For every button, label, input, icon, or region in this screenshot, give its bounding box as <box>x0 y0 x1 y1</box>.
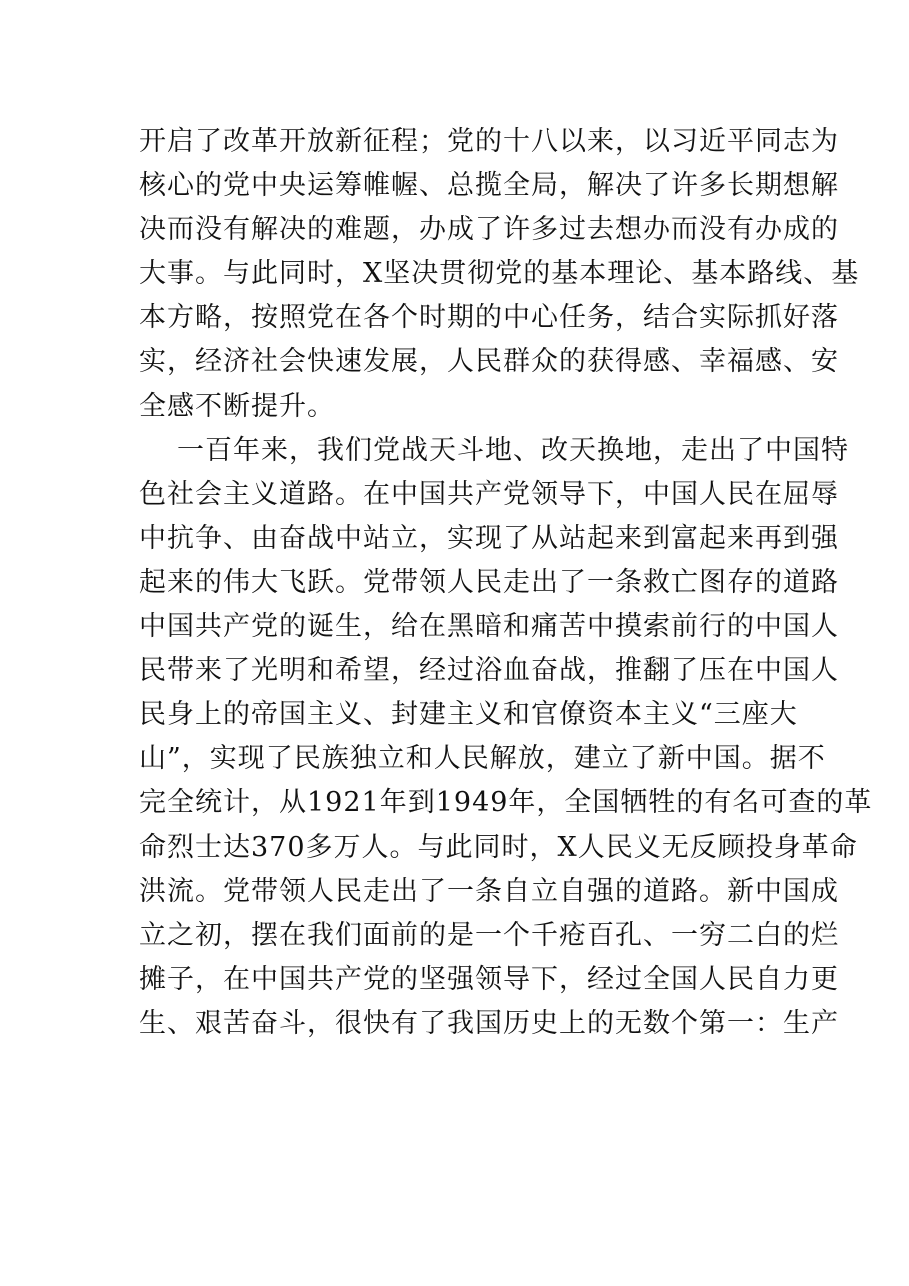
text-line: 决而没有解决的难题，办成了许多过去想办而没有办成的 <box>139 214 839 246</box>
text-line: 完全统计，从1921年到1949年，全国牺牲的有名可查的革 <box>139 787 873 819</box>
text-line: 生、艰苦奋斗，很快有了我国历史上的无数个第一：生产 <box>139 1007 839 1039</box>
text-line: 全感不断提升。 <box>139 390 335 422</box>
text-line: 大事。与此同时，X坚决贯彻党的基本理论、基本路线、基 <box>139 258 860 290</box>
text-line: 实，经济社会快速发展，人民群众的获得感、幸福感、安 <box>139 346 839 378</box>
text-line: 洪流。党带领人民走出了一条自立自强的道路。新中国成 <box>139 875 839 907</box>
paragraph-first-line: 一百年来，我们党战天斗地、改天换地，走出了中国特 <box>177 434 849 466</box>
text-line: 命烈士达370多万人。与此同时，X人民义无反顾投身革命 <box>139 831 858 863</box>
text-line: 民身上的帝国主义、封建主义和官僚资本主义“三座大 <box>139 699 798 731</box>
text-line: 中抗争、由奋战中站立，实现了从站起来到富起来再到强 <box>139 522 839 554</box>
text-line: 核心的党中央运筹帷幄、总揽全局，解决了许多长期想解 <box>139 170 839 202</box>
text-line: 摊子，在中国共产党的坚强领导下，经过全国人民自力更 <box>139 963 839 995</box>
text-line: 色社会主义道路。在中国共产党领导下，中国人民在屈辱 <box>139 478 839 510</box>
text-line: 山”，实现了民族独立和人民解放，建立了新中国。据不 <box>139 743 826 775</box>
text-line: 中国共产党的诞生，给在黑暗和痛苦中摸索前行的中国人 <box>139 611 839 643</box>
text-line: 起来的伟大飞跃。党带领人民走出了一条救亡图存的道路 <box>139 566 839 598</box>
text-line: 本方略，按照党在各个时期的中心任务，结合实际抓好落 <box>139 302 839 334</box>
body-text <box>139 120 873 1046</box>
text-line: 民带来了光明和希望，经过浴血奋战，推翻了压在中国人 <box>139 655 839 687</box>
text-line: 开启了改革开放新征程；党的十八以来，以习近平同志为 <box>139 126 839 157</box>
text-line: 立之初，摆在我们面前的是一个千疮百孔、一穷二白的烂 <box>139 919 839 951</box>
